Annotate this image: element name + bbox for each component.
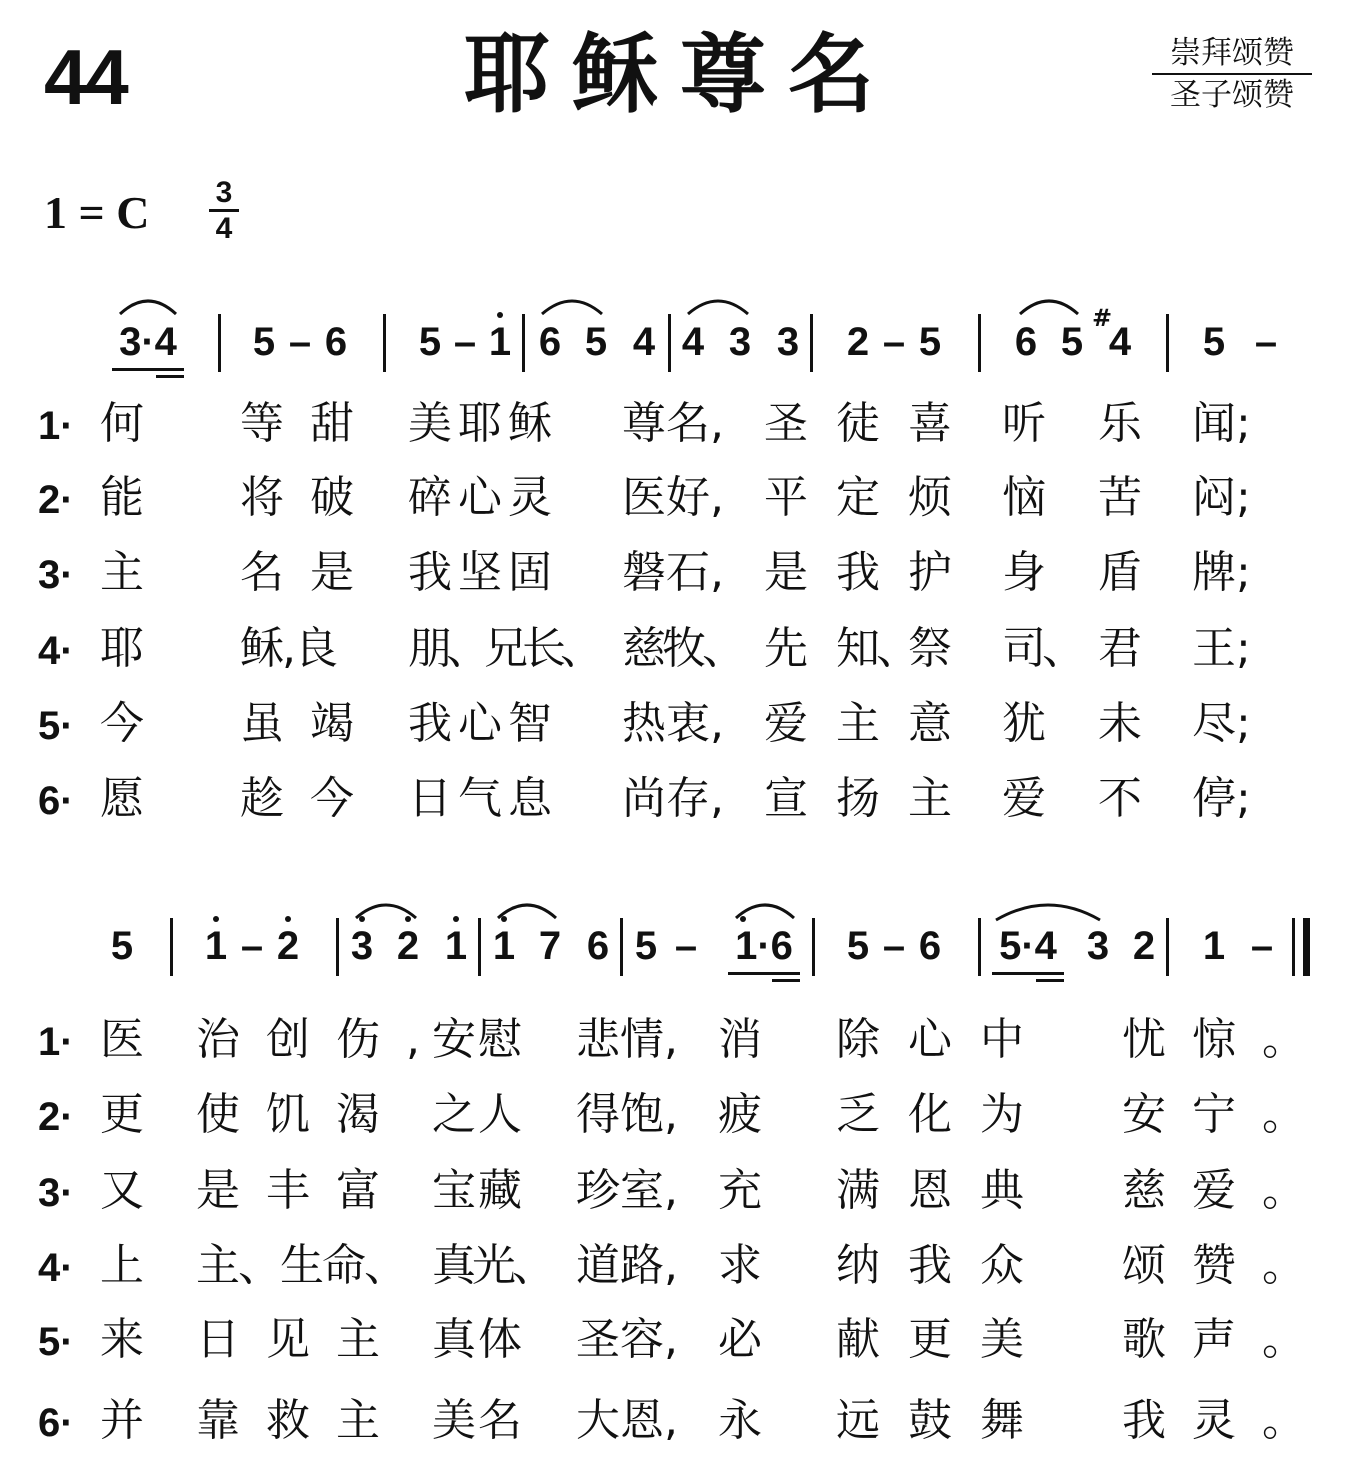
octave-dot [213, 916, 219, 922]
lyric: 美耶稣 [408, 398, 558, 449]
slur [994, 896, 1102, 922]
lyric: 停; [1192, 773, 1251, 824]
note: 4 [632, 320, 656, 364]
lyric: 并 [100, 1395, 144, 1446]
underline [728, 972, 800, 975]
lyric: 听 [1002, 398, 1046, 449]
note: 5 [418, 320, 442, 364]
lyric: 忧惊。 [1122, 1014, 1332, 1065]
lyric: 闻; [1192, 398, 1251, 449]
lyric: 盾 [1098, 547, 1142, 598]
note: 6 [1014, 320, 1038, 364]
underline [992, 972, 1064, 975]
note-group: 5·4 [999, 924, 1057, 968]
lyric: 热衷, [622, 698, 724, 749]
lyric: 美名 [432, 1395, 524, 1446]
lyric: 将破 [240, 472, 380, 523]
lyric: 能 [100, 472, 144, 523]
verse-number: 5· [38, 1320, 74, 1364]
lyric: 未 [1098, 698, 1142, 749]
lyric: 宝藏 [432, 1165, 524, 1216]
note: 4 [681, 320, 705, 364]
lyric: 喜 [908, 398, 952, 449]
slur [354, 896, 418, 920]
note-group: 3·4 [119, 320, 177, 364]
lyric: 碎心灵 [408, 472, 558, 523]
dash: – [1254, 320, 1278, 364]
lyric: 求 [718, 1240, 762, 1291]
bar-line [170, 918, 173, 976]
dash: – [882, 320, 906, 364]
lyric: 慈牧、 [622, 623, 742, 674]
note-high: 1 [492, 924, 516, 968]
time-signature [209, 178, 239, 244]
lyric: 恼 [1002, 472, 1046, 523]
underline [156, 375, 184, 378]
bar-line [668, 314, 671, 372]
lyric: 尚存, [622, 773, 724, 824]
note: 3 [776, 320, 800, 364]
dash: – [240, 924, 264, 968]
dash: – [674, 924, 698, 968]
lyric: 真体 [432, 1314, 524, 1365]
verse-number: 3· [38, 1171, 74, 1215]
verse-number: 6· [38, 779, 74, 823]
lyric: 道路, [576, 1240, 678, 1291]
octave-dot [497, 312, 503, 318]
lyric: 来 [100, 1314, 144, 1365]
verse-number: 2· [38, 1095, 74, 1139]
lyric: 医好, [622, 472, 724, 523]
lyric: 先 [764, 623, 808, 674]
lyric: 充 [718, 1165, 762, 1216]
slur [734, 896, 796, 920]
lyric: 尊名, [622, 398, 724, 449]
lyric: 是丰富 [196, 1165, 406, 1216]
lyric: 献更美 [836, 1314, 1052, 1365]
lyric: 何 [100, 398, 144, 449]
lyric: 治创伤, [196, 1014, 446, 1065]
lyric: 爱 [764, 698, 808, 749]
verse-number: 4· [38, 629, 74, 673]
time-signature-top: 3 [209, 178, 239, 212]
time-signature-bottom: 4 [215, 212, 233, 245]
hymn-number: 44 [44, 33, 127, 121]
lyric: 永 [718, 1395, 762, 1446]
slur [1018, 292, 1080, 316]
lyric: 稣,良 [240, 623, 336, 674]
dash: – [882, 924, 906, 968]
lyric: 之人 [432, 1089, 524, 1140]
dash: – [288, 320, 312, 364]
final-bar-thick [1303, 918, 1310, 976]
note: 6 [538, 320, 562, 364]
lyric: 耶 [100, 623, 144, 674]
bar-line [978, 918, 981, 976]
lyric: 宣 [764, 773, 808, 824]
lyric: 趁今 [240, 773, 380, 824]
lyric: 必 [718, 1314, 762, 1365]
underline [1036, 979, 1064, 982]
lyric: 大恩, [576, 1395, 678, 1446]
underline [112, 368, 184, 371]
lyric: 安慰 [432, 1014, 524, 1065]
bar-line [336, 918, 339, 976]
note: 5 [1202, 320, 1226, 364]
sharp-sign: # [1092, 304, 1113, 332]
verse-number: 2· [38, 478, 74, 522]
lyric: 歌声。 [1122, 1314, 1332, 1365]
lyric: 珍室, [576, 1165, 678, 1216]
lyric: 满恩典 [836, 1165, 1052, 1216]
note: 5 [846, 924, 870, 968]
bar-line [522, 314, 525, 372]
note: 5 [634, 924, 658, 968]
note-group: 1·6 [735, 924, 793, 968]
slur [540, 292, 604, 316]
note: 5 [1060, 320, 1084, 364]
verse-number: 4· [38, 1246, 74, 1290]
note-high: 1 [204, 924, 228, 968]
lyric: 司、 [1002, 623, 1082, 674]
lyric: 日见主 [196, 1314, 406, 1365]
note: 5 [918, 320, 942, 364]
note: 5 [252, 320, 276, 364]
bar-line [478, 918, 481, 976]
lyric: 主、生命、 [196, 1240, 406, 1291]
bar-line [218, 314, 221, 372]
hymn-title: 耶稣尊名 [464, 24, 896, 125]
octave-dot [453, 916, 459, 922]
verse-number: 5· [38, 704, 74, 748]
lyric: 身 [1002, 547, 1046, 598]
note: 5 [584, 320, 608, 364]
note-high: 1 [444, 924, 468, 968]
lyric: 我 [836, 547, 880, 598]
lyric: 祭 [908, 623, 952, 674]
note: 4 [1108, 320, 1132, 364]
lyric: 徒 [836, 398, 880, 449]
verse-number: 6· [38, 1401, 74, 1445]
lyric: 等甜 [240, 398, 380, 449]
key-signature: 1 = C [44, 187, 150, 238]
dash: – [453, 320, 477, 364]
lyric: 定 [836, 472, 880, 523]
note: 5 [110, 924, 134, 968]
lyric: 苦 [1098, 472, 1142, 523]
lyric: 朋、兄长、 [408, 623, 598, 674]
bar-line [978, 314, 981, 372]
octave-dot [285, 916, 291, 922]
lyric: 护 [908, 547, 952, 598]
slur [118, 292, 178, 316]
lyric: 名是 [240, 547, 380, 598]
lyric: 上 [100, 1240, 144, 1291]
lyric: 闷; [1192, 472, 1251, 523]
note-high: 1 [488, 320, 512, 364]
note: 6 [586, 924, 610, 968]
lyric: 乐 [1098, 398, 1142, 449]
lyric: 主 [836, 698, 880, 749]
lyric: 更 [100, 1089, 144, 1140]
lyric: 平 [764, 472, 808, 523]
lyric: 主 [908, 773, 952, 824]
bar-line [1166, 314, 1169, 372]
lyric: 王; [1192, 623, 1251, 674]
lyric: 靠救主 [196, 1395, 406, 1446]
lyric: 爱 [1002, 773, 1046, 824]
slur [496, 896, 558, 920]
lyric: 慈爱。 [1122, 1165, 1332, 1216]
lyric: 我坚固 [408, 547, 558, 598]
lyric: 是 [764, 547, 808, 598]
lyric: 疲 [718, 1089, 762, 1140]
bar-line [1166, 918, 1169, 976]
note: 7 [538, 924, 562, 968]
lyric: 犹 [1002, 698, 1046, 749]
lyric: 圣容, [576, 1314, 678, 1365]
note: 1 [1202, 924, 1226, 968]
lyric: 得饱, [576, 1089, 678, 1140]
lyric: 愿 [100, 773, 144, 824]
bar-line [812, 918, 815, 976]
lyric: 远鼓舞 [836, 1395, 1052, 1446]
note: 6 [324, 320, 348, 364]
lyric: 磐石, [622, 547, 724, 598]
lyric: 圣 [764, 398, 808, 449]
note: 3 [728, 320, 752, 364]
category-worship: 崇拜颂赞 [1152, 38, 1312, 75]
lyric: 君 [1098, 623, 1142, 674]
dash: – [1250, 924, 1274, 968]
lyric: 使饥渴 [196, 1089, 406, 1140]
lyric: 乏化为 [836, 1089, 1052, 1140]
note-high: 2 [276, 924, 300, 968]
lyric: 主 [100, 547, 144, 598]
lyric: 知、 [836, 623, 916, 674]
lyric: 安宁。 [1122, 1089, 1332, 1140]
bar-line [810, 314, 813, 372]
underline [772, 979, 800, 982]
bar-line [383, 314, 386, 372]
note: 2 [1132, 924, 1156, 968]
lyric: 我灵。 [1122, 1395, 1332, 1446]
note: 3 [1086, 924, 1110, 968]
lyric: 烦 [908, 472, 952, 523]
note: 2 [846, 320, 870, 364]
verse-number: 1· [38, 1020, 74, 1064]
lyric: 又 [100, 1165, 144, 1216]
lyric: 真光、 [432, 1240, 552, 1291]
lyric: 日气息 [408, 773, 558, 824]
final-bar-thin [1292, 918, 1295, 976]
lyric: 意 [908, 698, 952, 749]
lyric: 不 [1098, 773, 1142, 824]
bar-line [620, 918, 623, 976]
note-high: 2 [396, 924, 420, 968]
lyric: 今 [100, 698, 144, 749]
category-son: 圣子颂赞 [1170, 77, 1294, 113]
lyric: 尽; [1192, 698, 1251, 749]
slur [686, 292, 750, 316]
lyric: 虽竭 [240, 698, 380, 749]
verse-number: 1· [38, 404, 74, 448]
lyric: 扬 [836, 773, 880, 824]
lyric: 消 [718, 1014, 762, 1065]
lyric: 除心中 [836, 1014, 1052, 1065]
lyric: 纳我众 [836, 1240, 1052, 1291]
lyric: 悲情, [576, 1014, 678, 1065]
verse-number: 3· [38, 553, 74, 597]
note: 6 [918, 924, 942, 968]
note-high: 3 [350, 924, 374, 968]
lyric: 牌; [1192, 547, 1251, 598]
lyric: 颂赞。 [1122, 1240, 1332, 1291]
lyric: 我心智 [408, 698, 558, 749]
lyric: 医 [100, 1014, 144, 1065]
